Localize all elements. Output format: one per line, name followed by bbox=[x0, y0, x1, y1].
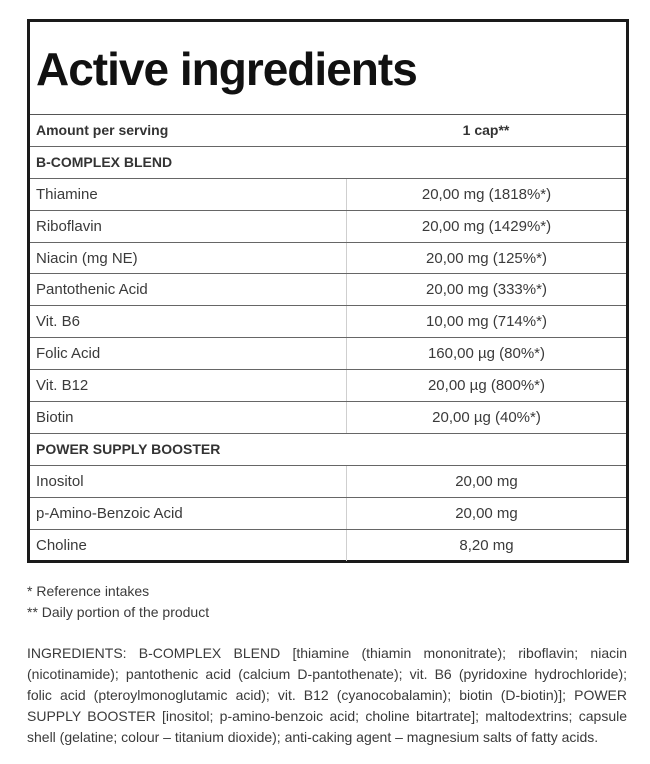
ingredient-name: Niacin (mg NE) bbox=[36, 249, 138, 267]
ingredient-name: Thiamine bbox=[36, 185, 98, 203]
footnotes bbox=[27, 581, 209, 623]
ingredient-amount: 20,00 mg (333%*) bbox=[346, 274, 626, 305]
ingredient-name: Choline bbox=[36, 537, 87, 555]
table-row bbox=[30, 243, 626, 275]
section-header-b-complex bbox=[30, 147, 626, 179]
table-header-row bbox=[30, 115, 626, 147]
table-row bbox=[30, 466, 626, 498]
ingredient-name: Vit. B6 bbox=[36, 313, 80, 331]
ingredient-name: Biotin bbox=[36, 408, 74, 426]
page-title: Active ingredients bbox=[30, 22, 626, 115]
ingredient-name: Vit. B12 bbox=[36, 377, 89, 395]
ingredient-name: Inositol bbox=[36, 472, 84, 490]
ingredient-amount: 10,00 mg (714%*) bbox=[346, 306, 626, 337]
section-header-power-supply-booster bbox=[30, 434, 626, 466]
ingredient-amount: 20,00 mg bbox=[346, 466, 626, 497]
ingredient-amount: 20,00 mg (125%*) bbox=[346, 243, 626, 274]
footnote-reference-intakes: * Reference intakes bbox=[27, 583, 150, 599]
table-row bbox=[30, 530, 626, 562]
table-row bbox=[30, 498, 626, 530]
table-row bbox=[30, 402, 626, 434]
ingredient-amount: 20,00 mg bbox=[346, 498, 626, 529]
table-row bbox=[30, 211, 626, 243]
table-row bbox=[30, 179, 626, 211]
ingredient-name: Pantothenic Acid bbox=[36, 281, 148, 299]
footnote-daily-portion: ** Daily portion of the product bbox=[27, 604, 210, 620]
ingredient-amount: 20,00 µg (40%*) bbox=[346, 402, 626, 433]
ingredient-amount: 20,00 mg (1818%*) bbox=[346, 179, 626, 210]
amount-per-serving-label: Amount per serving bbox=[36, 122, 169, 139]
ingredient-amount: 160,00 µg (80%*) bbox=[346, 338, 626, 369]
ingredient-amount: 20,00 µg (800%*) bbox=[346, 370, 626, 401]
table-row bbox=[30, 338, 626, 370]
ingredients-text: INGREDIENTS: B-COMPLEX BLEND [thiamine (thiamin mononitrate); riboflavin; niacin (nicotinamide); pantothenic acid (calcium D-pantothenate); vit. B6 (pyridoxine hydrochloride); folic acid (pteroylmonoglutamic acid); vit. B12 (cyanocobalamin); biotin (D-biotin)]; POWER SUPPLY BOOSTER [inositol; p-amino-benzoic acid; choline bitartrate]; maltodextrins; capsule shell (gelatine; colour – titanium dioxide); anti-caking agent – magnesium salts of fatty acids. bbox=[27, 645, 627, 745]
table-row bbox=[30, 370, 626, 402]
nutrition-table bbox=[27, 19, 629, 563]
table-row bbox=[30, 306, 626, 338]
ingredient-name: p-Amino-Benzoic Acid bbox=[36, 504, 183, 522]
section-title: B-COMPLEX BLEND bbox=[36, 154, 173, 171]
ingredient-amount: 20,00 mg (1429%*) bbox=[346, 211, 626, 242]
section-title: POWER SUPPLY BOOSTER bbox=[36, 441, 221, 458]
ingredient-amount: 8,20 mg bbox=[346, 530, 626, 562]
serving-size-value: 1 cap** bbox=[462, 122, 510, 139]
table-row bbox=[30, 274, 626, 306]
ingredient-name: Riboflavin bbox=[36, 217, 102, 235]
ingredient-name: Folic Acid bbox=[36, 345, 101, 363]
